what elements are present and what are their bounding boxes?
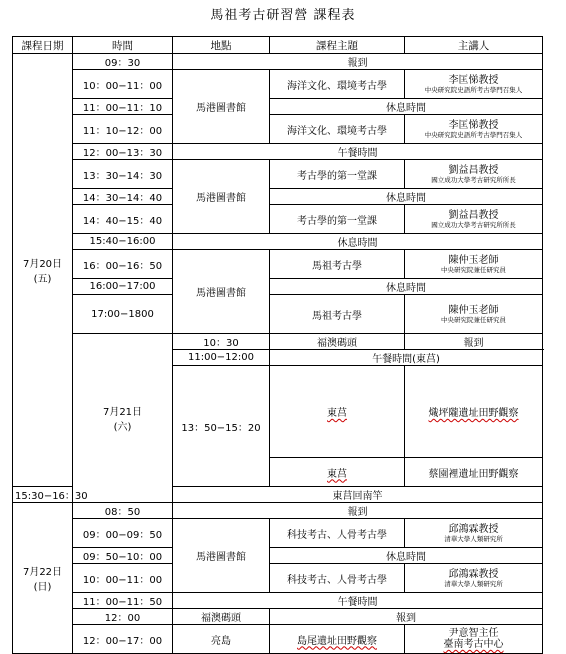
topic-cell (270, 625, 405, 654)
place-cell: 亮島 (173, 625, 270, 654)
table-row (13, 70, 543, 99)
date-cell (13, 54, 73, 487)
header-speaker: 主講人 (405, 37, 543, 54)
time-cell: 09：00−09：50 (73, 519, 173, 548)
span-cell: 休息時間 (270, 99, 543, 115)
table-row (13, 99, 543, 115)
place-cell: 馬港圖書館 (173, 250, 270, 334)
table-row (13, 625, 543, 654)
table-row (13, 593, 543, 609)
table-row (13, 115, 543, 144)
speaker-cell (405, 115, 543, 144)
speaker-cell (405, 70, 543, 99)
date-text: 7月21日 (102, 407, 143, 418)
time-cell: 12：00−17：00 (73, 625, 173, 654)
table-row (13, 189, 543, 205)
speaker-affiliation: 國立成功大學考古研究所所長 (431, 220, 516, 229)
place-cell: 福澳碼頭 (270, 334, 405, 350)
place-cell: 馬港圖書館 (173, 160, 270, 234)
table-row (13, 160, 543, 189)
time-cell: 10：00−11：00 (73, 564, 173, 593)
topic-cell: 馬祖考古學 (270, 250, 405, 279)
time-cell: 17:00−1800 (73, 295, 173, 334)
span-cell: 休息時間 (173, 234, 543, 250)
speaker-name: 劉益昌教授 (448, 209, 499, 221)
span-cell: 午餐時間 (173, 593, 543, 609)
time-cell: 12：00 (73, 609, 173, 625)
table-row (13, 564, 543, 593)
time-cell: 15:40−16:00 (73, 234, 173, 250)
time-cell: 09：30 (73, 54, 173, 70)
span-cell: 報到 (270, 609, 543, 625)
speaker-affiliation: 中央研究院兼任研究員 (441, 265, 506, 274)
speaker-cell (405, 160, 543, 189)
speaker-cell (405, 295, 543, 334)
date-cell (73, 334, 173, 503)
span-cell: 東莒回南竿 (173, 487, 543, 503)
speaker-cell (405, 564, 543, 593)
header-place: 地點 (173, 37, 270, 54)
speaker-affiliation: 清華大學人類研究所 (444, 534, 503, 543)
table-row (13, 234, 543, 250)
speaker-name: 邱鴻霖教授 (448, 523, 499, 535)
weekday-text: (五) (33, 274, 52, 285)
time-cell: 12：00−13：30 (73, 144, 173, 160)
header-date: 課程日期 (13, 37, 73, 54)
time-cell: 08：50 (73, 503, 173, 519)
speaker-affiliation: 清華大學人類研究所 (444, 579, 503, 588)
topic-cell: 科技考古、人骨考古學 (270, 564, 405, 593)
table-row (13, 205, 543, 234)
time-cell: 15:30−16：30 (13, 487, 73, 503)
table-row (13, 279, 543, 295)
time-cell: 11：00−11：10 (73, 99, 173, 115)
topic-text: 熾坪隴遺址田野觀察 (428, 408, 519, 419)
topic-cell: 蔡園裡遺址田野觀察 (405, 458, 543, 487)
topic-cell: 海洋文化、環境考古學 (270, 115, 405, 144)
time-cell: 10：00−11：00 (73, 70, 173, 99)
span-cell: 報到 (173, 503, 543, 519)
speaker-cell (405, 205, 543, 234)
speaker-affiliation: 中央研究院史語所考古學門召集人 (424, 85, 523, 94)
topic-text: 島尾遺址田野觀察 (297, 635, 377, 647)
place-cell: 福澳碼頭 (173, 609, 270, 625)
span-cell: 休息時間 (270, 279, 543, 295)
speaker-affiliation: 中央研究院兼任研究員 (441, 315, 506, 324)
speaker-name: 陳仲玉老師 (448, 254, 499, 266)
time-cell: 14：40−15：40 (73, 205, 173, 234)
speaker-affiliation: 臺南考古中心 (443, 639, 504, 650)
speaker-cell (405, 250, 543, 279)
weekday-text: (六) (113, 422, 132, 433)
topic-cell: 考古學的第一堂課 (270, 205, 405, 234)
table-row (13, 503, 543, 519)
page-title: 馬祖考古研習營 課程表 (210, 8, 356, 23)
speaker-name: 李匡悌教授 (448, 74, 499, 86)
topic-cell: 馬祖考古學 (270, 295, 405, 334)
speaker-name: 李匡悌教授 (448, 119, 499, 131)
span-cell: 休息時間 (270, 548, 543, 564)
place-cell (270, 366, 405, 458)
header-topic: 課程主題 (270, 37, 405, 54)
speaker-affiliation: 中央研究院史語所考古學門召集人 (424, 130, 523, 139)
speaker-cell (405, 519, 543, 548)
time-cell: 11:00−12:00 (173, 350, 270, 366)
speaker-name: 陳仲玉老師 (448, 304, 499, 316)
time-cell: 11：00−11：50 (73, 593, 173, 609)
speaker-name: 劉益昌教授 (448, 164, 499, 176)
topic-cell: 科技考古、人骨考古學 (270, 519, 405, 548)
topic-cell: 海洋文化、環境考古學 (270, 70, 405, 99)
table-row (13, 144, 543, 160)
speaker-cell (405, 625, 543, 654)
span-cell: 午餐時間 (173, 144, 543, 160)
time-cell: 16：00−16：50 (73, 250, 173, 279)
speaker-affiliation: 國立成功大學考古研究所所長 (431, 175, 516, 184)
table-row (13, 519, 543, 548)
span-cell: 休息時間 (270, 189, 543, 205)
time-cell: 13：50−15：20 (173, 366, 270, 487)
topic-cell (405, 366, 543, 458)
date-text: 7月20日 (22, 259, 63, 270)
span-cell: 報到 (405, 334, 543, 350)
table-row (13, 295, 543, 334)
time-cell: 09：50−10：00 (73, 548, 173, 564)
date-text: 7月22日 (22, 567, 63, 578)
header-time: 時間 (73, 37, 173, 54)
table-row (13, 334, 543, 350)
span-cell: 報到 (173, 54, 543, 70)
header-row (13, 37, 543, 54)
place-cell (270, 458, 405, 487)
speaker-name: 尹意智主任 (448, 628, 499, 639)
span-cell: 午餐時間(東莒) (270, 350, 543, 366)
speaker-name: 邱鴻霖教授 (448, 568, 499, 580)
time-cell: 14：30−14：40 (73, 189, 173, 205)
table-row (13, 250, 543, 279)
table-row (13, 548, 543, 564)
time-cell: 13：30−14：30 (73, 160, 173, 189)
topic-cell: 考古學的第一堂課 (270, 160, 405, 189)
weekday-text: (日) (33, 582, 52, 593)
time-cell: 16:00−17:00 (73, 279, 173, 295)
table-row (13, 54, 543, 70)
table-row (13, 609, 543, 625)
date-cell (13, 503, 73, 654)
place-text: 東莒 (327, 408, 347, 419)
time-cell: 10：30 (173, 334, 270, 350)
time-cell: 11：10−12：00 (73, 115, 173, 144)
schedule-table (12, 36, 543, 654)
place-cell: 馬港圖書館 (173, 70, 270, 144)
place-cell: 馬港圖書館 (173, 519, 270, 593)
place-text: 東莒 (327, 468, 347, 480)
